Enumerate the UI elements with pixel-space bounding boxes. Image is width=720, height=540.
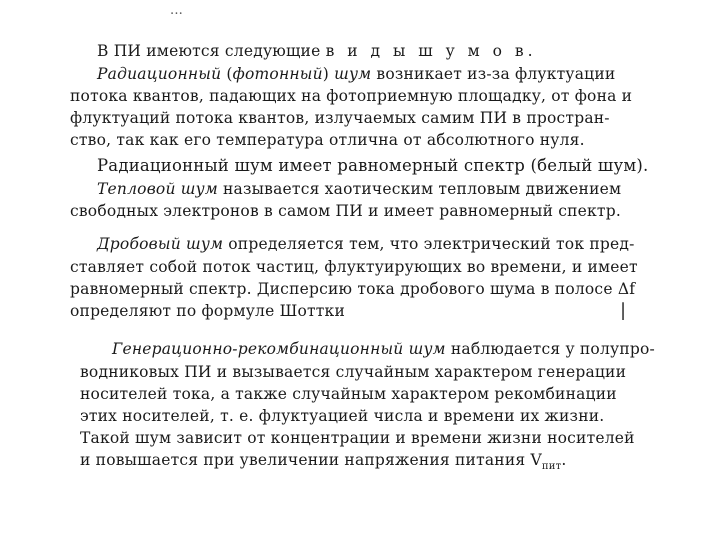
paragraph-1-line-4: флуктуаций потока квантов, излучаемых самим ПИ в простран- xyxy=(70,109,610,127)
term-shot-noise: Дробовый шум xyxy=(97,235,224,253)
paragraph-4-line-6-end: . xyxy=(561,451,567,469)
paren-close: ) xyxy=(322,65,335,83)
paragraph-1-line-5: ство, так как его температура отлична от абсолютного нуля. xyxy=(70,131,585,149)
term-thermal-noise: Тепловой шум xyxy=(97,180,218,198)
partial-top-line: ... xyxy=(170,3,183,18)
paragraph-4-line-3: носителей тока, а также случайным характером рекомбинации xyxy=(80,385,617,403)
paragraph-1-line-2-rest: возникает из-за флуктуации xyxy=(371,65,616,83)
paragraph-4-line-4: этих носителей, т. е. флуктуацией числа и времени их жизни. xyxy=(80,407,605,425)
term-noise: шум xyxy=(334,65,372,83)
paragraph-3-line-1 xyxy=(97,235,635,253)
paragraph-1-line-1 xyxy=(97,42,537,60)
term-photon: фотонный xyxy=(232,65,323,83)
paragraph-4-line-6 xyxy=(80,451,566,476)
paragraph-3-line-4: определяют по формуле Шоттки xyxy=(70,302,345,320)
voltage-subscript: пит xyxy=(541,461,562,473)
paragraph-4-line-5: Такой шум зависит от концентрации и времени жизни носителей xyxy=(80,429,635,447)
paragraph-3-line-1-rest: определяется тем, что электрический ток пред- xyxy=(223,235,635,253)
paren-open: ( xyxy=(221,65,233,83)
cursor-mark: | xyxy=(620,300,627,321)
paragraph-1-line-3: потока квантов, падающих на фотоприемную площадку, от фона и xyxy=(70,87,633,105)
paragraph-2-line-2-rest: называется хаотическим тепловым движением xyxy=(217,180,622,198)
paragraph-3-line-2: ставляет собой поток частиц, флуктуирующих во времени, и имеет xyxy=(70,258,638,276)
paragraph-4-line-2: водниковых ПИ и вызывается случайным характером генерации xyxy=(80,363,627,381)
paragraph-1-line-2 xyxy=(97,65,615,83)
paragraph-3-line-3: равномерный спектр. Дисперсию тока дробового шума в полосе Δf xyxy=(70,280,636,298)
paragraph-2-line-1: Радиационный шум имеет равномерный спектр (белый шум). xyxy=(97,156,649,175)
paragraph-4-line-6-text: и повышается при увеличении напряжения питания V xyxy=(80,451,542,469)
term-radiation: Радиационный xyxy=(97,65,222,83)
term-gr-noise: Генерационно-рекомбинационный шум xyxy=(112,340,446,358)
noise-types-intro: В ПИ имеются следующие xyxy=(97,42,326,60)
paragraph-2-line-2 xyxy=(97,180,621,198)
paragraph-2-line-3: свободных электронов в самом ПИ и имеет равномерный спектр. xyxy=(70,202,621,220)
paragraph-4-line-1 xyxy=(112,340,655,358)
paragraph-4-line-1-rest: наблюдается у полупро- xyxy=(445,340,655,358)
noise-types-spaced: в и д ы ш у м о в. xyxy=(325,42,537,60)
